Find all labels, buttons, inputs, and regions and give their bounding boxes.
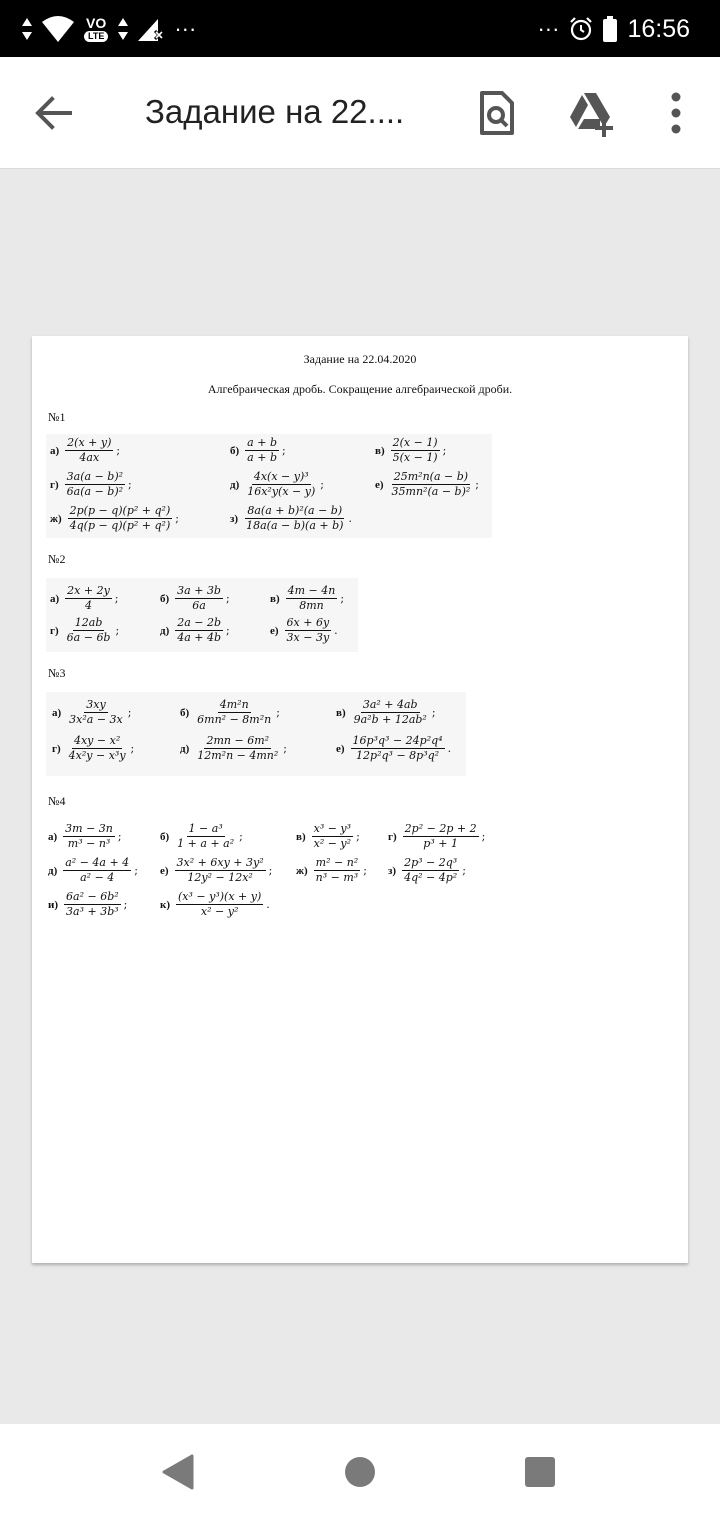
fraction (351, 734, 445, 763)
numerator: 2p² − 2p + 2 (404, 822, 477, 835)
denominator: 9a²b + 12ab² (353, 713, 427, 726)
section-heading-3: №3 (48, 666, 66, 680)
numerator: 3m − 3n (65, 822, 113, 835)
punctuation: ; (225, 592, 230, 605)
numerator: 4m²n (219, 698, 249, 711)
numerator: 2p³ − 2q³ (404, 856, 458, 869)
fraction (175, 822, 236, 851)
denominator: 12m²n − 4mn² (197, 749, 279, 762)
numerator: a + b (247, 436, 277, 449)
numerator: 2p(p − q)(p² + q²) (69, 504, 171, 517)
exercise-item (48, 856, 138, 885)
punctuation: ; (114, 592, 119, 605)
exercise-item (50, 470, 132, 499)
document-viewer[interactable] (0, 170, 720, 1424)
numerator: (x³ − y³)(x + y) (178, 890, 262, 903)
numerator: 6x + 6y (286, 616, 330, 629)
punctuation: ; (130, 742, 135, 755)
status-bar (0, 0, 720, 57)
denominator: 8mn (299, 599, 324, 612)
exercise-item (375, 436, 446, 465)
lte-badge: LTE (84, 31, 108, 42)
punctuation: ; (481, 830, 486, 843)
denominator: 5(x − 1) (392, 451, 438, 464)
section-heading-1: №1 (48, 410, 66, 424)
item-label: а) (52, 706, 62, 719)
punctuation: ; (123, 898, 128, 911)
nav-home-button[interactable] (340, 1452, 380, 1492)
item-label: г) (52, 742, 61, 755)
fraction (67, 734, 128, 763)
denominator: 3x − 3y (286, 631, 330, 644)
exercise-item (48, 822, 122, 851)
item-label: б) (160, 592, 170, 605)
denominator: 1 + a + a² (177, 837, 235, 850)
status-time: 16:56 (627, 14, 690, 43)
punctuation: ; (226, 624, 230, 637)
fraction (352, 698, 429, 727)
exercise-item (180, 734, 287, 763)
numerator: 1 − a³ (188, 822, 223, 835)
fraction (245, 436, 279, 465)
battery-icon (603, 16, 617, 42)
exercise-item (336, 698, 436, 727)
nav-back-icon (156, 1452, 200, 1492)
punctuation: ; (431, 706, 436, 719)
item-label: г) (50, 478, 59, 491)
punctuation: ; (281, 444, 286, 457)
item-label: з) (388, 864, 397, 877)
vo-label: VO (86, 15, 107, 31)
volte-indicator (84, 16, 108, 42)
punctuation: ; (283, 742, 288, 755)
exercise-item (52, 698, 131, 727)
numerator: 6a² − 6b² (66, 890, 119, 903)
nav-recents-button[interactable] (520, 1452, 560, 1492)
fraction (391, 436, 440, 465)
fraction (67, 698, 125, 727)
denominator: 12p²q³ − 8p³q² (356, 749, 440, 762)
fraction (314, 856, 361, 885)
punctuation: ; (127, 706, 132, 719)
fraction (65, 616, 113, 645)
exercise-item (230, 470, 324, 499)
item-label: а) (50, 444, 60, 457)
numerator: 4xy − x² (73, 734, 121, 747)
add-to-drive-button[interactable] (566, 87, 618, 139)
fraction (175, 584, 223, 613)
data-arrows-icon (22, 18, 32, 40)
item-label: б) (180, 706, 190, 719)
denominator: 4 (84, 599, 92, 612)
exercise-item (230, 436, 286, 465)
denominator: a² − 4 (80, 871, 115, 884)
fraction (176, 890, 263, 919)
item-label: е) (270, 624, 279, 637)
punctuation: . (348, 512, 352, 525)
fraction (68, 504, 173, 533)
exercise-item (50, 436, 120, 465)
punctuation: ; (442, 444, 447, 457)
item-label: в) (375, 444, 385, 457)
denominator: 4a + 4b (177, 631, 222, 644)
back-button[interactable] (30, 89, 78, 137)
punctuation: ; (128, 478, 132, 491)
exercise-item (160, 890, 270, 919)
find-in-document-button[interactable] (470, 87, 522, 139)
punctuation: ; (340, 592, 345, 605)
fraction (403, 822, 479, 851)
numerator: 3x² + 6xy + 3y² (176, 856, 264, 869)
numerator: 2(x + y) (67, 436, 112, 449)
denominator: 6mn² − 8m²n (197, 713, 272, 726)
fraction (175, 616, 223, 645)
nav-back-button[interactable] (156, 1452, 200, 1492)
denominator: x² − y² (313, 837, 352, 850)
exercise-item (48, 890, 127, 919)
denominator: x² − y² (200, 905, 239, 918)
nav-home-icon (340, 1452, 380, 1492)
item-label: а) (50, 592, 60, 605)
punctuation: ; (117, 830, 122, 843)
item-label: в) (336, 706, 346, 719)
exercise-item (388, 822, 485, 851)
item-label: ж) (296, 864, 308, 877)
status-ellipsis-left: ··· (174, 16, 197, 41)
denominator: n³ − m³ (315, 871, 359, 884)
punctuation: ; (475, 478, 479, 491)
exercise-item (160, 616, 230, 645)
exercise-item (52, 734, 134, 763)
item-label: в) (296, 830, 306, 843)
numerator: 3a(a − b)² (66, 470, 124, 483)
fraction (63, 856, 131, 885)
item-label: б) (230, 444, 240, 457)
item-label: е) (160, 864, 169, 877)
fraction (175, 856, 266, 885)
exercise-item (230, 504, 352, 533)
item-label: б) (160, 830, 170, 843)
fraction (65, 436, 113, 465)
denominator: 18a(a − b)(a + b) (246, 519, 344, 532)
denominator: 16x²y(x − y) (247, 485, 316, 498)
more-options-button[interactable] (650, 87, 702, 139)
numerator: 8a(a + b)²(a − b) (247, 504, 343, 517)
punctuation: ; (276, 706, 280, 719)
punctuation: . (266, 898, 270, 911)
punctuation: ; (268, 864, 273, 877)
fraction (244, 504, 345, 533)
exercise-item (50, 504, 179, 533)
numerator: 2(x − 1) (392, 436, 438, 449)
item-label: в) (270, 592, 280, 605)
item-label: к) (160, 898, 171, 911)
numerator: 16p³q³ − 24p²q⁴ (352, 734, 443, 747)
exercise-item (296, 822, 360, 851)
numerator: 4m − 4n (287, 584, 336, 597)
denominator: p³ + 1 (423, 837, 458, 850)
fraction (65, 584, 112, 613)
document-page[interactable] (32, 336, 688, 1263)
denominator: 6a − 6b (66, 631, 111, 644)
numerator: 2mn − 6m² (206, 734, 270, 747)
numerator: 12ab (74, 616, 103, 629)
denominator: 4x²y − x³y (68, 749, 126, 762)
numerator: a² − 4a + 4 (65, 856, 130, 869)
fraction (285, 616, 332, 645)
status-left (22, 10, 196, 48)
exercise-item (50, 616, 119, 645)
numerator: x³ − y³ (313, 822, 352, 835)
denominator: 3a³ + 3b³ (66, 905, 119, 918)
arrow-back-icon (30, 89, 78, 137)
numerator: 3xy (86, 698, 106, 711)
fraction (195, 698, 273, 727)
item-label: и) (48, 898, 59, 911)
punctuation: ; (320, 478, 324, 491)
exercise-item (375, 470, 479, 499)
fraction (312, 822, 353, 851)
exercise-item (270, 616, 338, 645)
fraction (63, 822, 115, 851)
denominator: m³ − n³ (67, 837, 111, 850)
fraction (195, 734, 280, 763)
more-vert-icon (650, 87, 702, 139)
item-label: д) (48, 864, 58, 877)
numerator: m² − n² (315, 856, 359, 869)
punctuation: ; (116, 444, 121, 457)
denominator: 6a(a − b)² (66, 485, 124, 498)
punctuation: ; (356, 830, 360, 843)
numerator: 2x + 2y (67, 584, 110, 597)
document-title: Задание на 22.04.2020 (303, 352, 417, 366)
denominator: 4ax (79, 451, 100, 464)
exercise-item (336, 734, 451, 763)
denominator: a + b (247, 451, 277, 464)
exercise-item (388, 856, 466, 885)
fraction (286, 584, 338, 613)
item-label: з) (230, 512, 239, 525)
exercise-item (50, 584, 119, 613)
search-document-icon (470, 87, 522, 139)
punctuation: ; (239, 830, 243, 843)
item-label: е) (336, 742, 345, 755)
exercise-item (296, 856, 367, 885)
exercise-item (160, 856, 272, 885)
punctuation: ; (462, 864, 466, 877)
section-heading-4: №4 (48, 794, 66, 808)
numerator: 3a² + 4ab (362, 698, 418, 711)
section-heading-2: №2 (48, 552, 66, 566)
fraction (65, 470, 125, 499)
exercise-item (270, 584, 344, 613)
nav-recents-icon (520, 1452, 560, 1492)
punctuation: . (447, 742, 452, 755)
item-label: а) (48, 830, 58, 843)
denominator: 35mn²(a − b)² (391, 485, 471, 498)
app-bar (0, 57, 720, 169)
document-subtitle: Алгебраическая дробь. Сокращение алгебраической дроби. (207, 382, 513, 396)
denominator: 4q(p − q)(p² + q²) (69, 519, 171, 532)
fraction (245, 470, 317, 499)
navigation-bar (0, 1424, 720, 1520)
punctuation: . (334, 624, 338, 637)
exercise-item (160, 584, 230, 613)
fraction (390, 470, 473, 499)
item-label: г) (50, 624, 59, 637)
status-ellipsis-right: ··· (537, 16, 560, 41)
item-label: г) (388, 830, 397, 843)
item-label: д) (180, 742, 190, 755)
numerator: 2a − 2b (177, 616, 222, 629)
fraction (64, 890, 121, 919)
numerator: 4x(x − y)³ (253, 470, 309, 483)
page-title: Задание на 22.... (145, 93, 405, 130)
wifi-icon (42, 16, 74, 42)
data-arrows-icon-2 (118, 18, 128, 40)
alarm-icon (569, 17, 593, 41)
numerator: 3a + 3b (177, 584, 221, 597)
denominator: 3x²a − 3x (69, 713, 123, 726)
numerator: 25m²n(a − b) (393, 470, 469, 483)
punctuation: ; (363, 864, 367, 877)
signal-no-data-icon (138, 17, 164, 41)
fraction (402, 856, 459, 885)
item-label: е) (375, 478, 384, 491)
punctuation: ; (134, 864, 138, 877)
item-label: д) (230, 478, 240, 491)
drive-add-icon (566, 87, 618, 139)
exercise-item (160, 822, 243, 851)
punctuation: ; (175, 512, 179, 525)
denominator: 12y² − 12x² (187, 871, 253, 884)
denominator: 4q² − 4p² (404, 871, 458, 884)
status-right (537, 10, 690, 48)
exercise-item (180, 698, 280, 727)
denominator: 6a (192, 599, 206, 612)
item-label: ж) (50, 512, 62, 525)
punctuation: ; (115, 624, 120, 637)
item-label: д) (160, 624, 170, 637)
